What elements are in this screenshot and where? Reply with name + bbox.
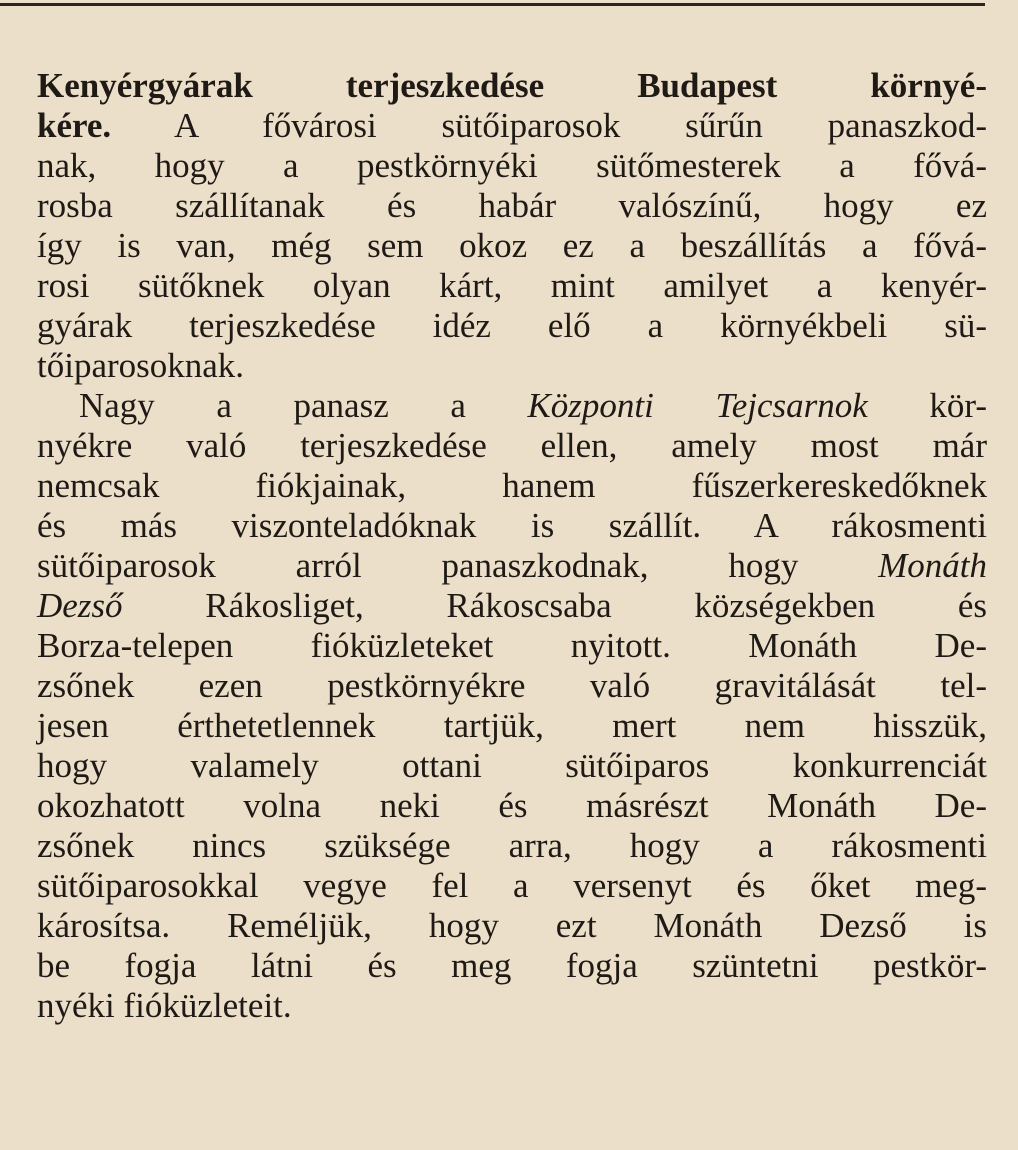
text-segment: nyéki fióküzleteit.	[37, 986, 292, 1025]
text-segment: zsőnek ezen pestkörnyékre való gravitálását tel-	[37, 666, 987, 705]
top-rule	[0, 3, 985, 6]
text-line	[37, 546, 987, 586]
text-line	[37, 146, 987, 186]
text-segment: károsítsa. Reméljük, hogy ezt Monáth Dezső is	[37, 906, 987, 945]
text-line	[37, 266, 987, 306]
text-segment: hogy valamely ottani sütőiparos konkurrenciát	[37, 746, 987, 785]
text-line	[37, 906, 987, 946]
text-line	[37, 946, 987, 986]
text-line	[37, 866, 987, 906]
paragraph-1	[37, 66, 987, 386]
text-line	[37, 306, 987, 346]
text-segment: így is van, még sem okoz ez a beszállítás a fővá-	[37, 226, 987, 265]
emphasized-name: Központi Tejcsarnok	[527, 386, 868, 425]
text-segment: rosba szállítanak és habár valószínű, hogy ez	[37, 186, 987, 225]
text-line	[37, 626, 987, 666]
text-segment: zsőnek nincs szüksége arra, hogy a rákosmenti	[37, 826, 987, 865]
text-line	[37, 786, 987, 826]
text-segment: Rákosliget, Rákoscsaba községekben és	[122, 586, 987, 625]
text-line	[37, 106, 987, 146]
text-line	[37, 426, 987, 466]
text-segment: rosi sütőknek olyan kárt, mint amilyet a kenyér-	[37, 266, 987, 305]
text-segment: nak, hogy a pestkörnyéki sütőmesterek a fővá-	[37, 146, 987, 185]
text-segment: tőiparosoknak.	[37, 346, 245, 385]
text-segment: nemcsak fiókjainak, hanem fűszerkereskedőknek	[37, 466, 987, 505]
text-segment: Borza-telepen fióküzleteket nyitott. Monáth De-	[37, 626, 987, 665]
text-line	[37, 986, 987, 1026]
text-segment: nyékre való terjeszkedése ellen, amely most már	[37, 426, 987, 465]
text-line	[37, 386, 987, 426]
text-line	[37, 506, 987, 546]
text-line	[37, 826, 987, 866]
text-segment: Nagy a panasz a	[79, 386, 528, 425]
text-line	[37, 746, 987, 786]
text-segment: jesen érthetetlennek tartjük, mert nem hisszük,	[37, 706, 987, 745]
text-segment: sütőiparosok arról panaszkodnak, hogy	[37, 546, 879, 585]
text-segment: A fővárosi sütőiparosok sűrűn panaszkod-	[111, 106, 987, 145]
paragraph-2	[37, 386, 987, 1026]
text-line	[37, 666, 987, 706]
emphasized-name: Monáth	[878, 546, 987, 585]
text-segment: okozhatott volna neki és másrészt Monáth De-	[37, 786, 987, 825]
text-line	[37, 226, 987, 266]
text-segment: be fogja látni és meg fogja szüntetni pestkör-	[37, 946, 987, 985]
text-segment: kör-	[867, 386, 987, 425]
article-body	[37, 66, 987, 1026]
text-line	[37, 466, 987, 506]
text-line	[37, 346, 987, 386]
text-line	[37, 186, 987, 226]
article-headline: Kenyérgyárak terjeszkedése Budapest környé-	[37, 66, 987, 105]
article-headline: kére.	[37, 106, 112, 145]
text-segment: gyárak terjeszkedése idéz elő a környékbeli sü-	[37, 306, 987, 345]
text-line	[37, 66, 987, 106]
text-line	[37, 706, 987, 746]
emphasized-name: Dezső	[37, 586, 123, 625]
text-segment: és más viszonteladóknak is szállít. A rákosmenti	[37, 506, 987, 545]
text-line	[37, 586, 987, 626]
text-segment: sütőiparosokkal vegye fel a versenyt és őket meg-	[37, 866, 987, 905]
